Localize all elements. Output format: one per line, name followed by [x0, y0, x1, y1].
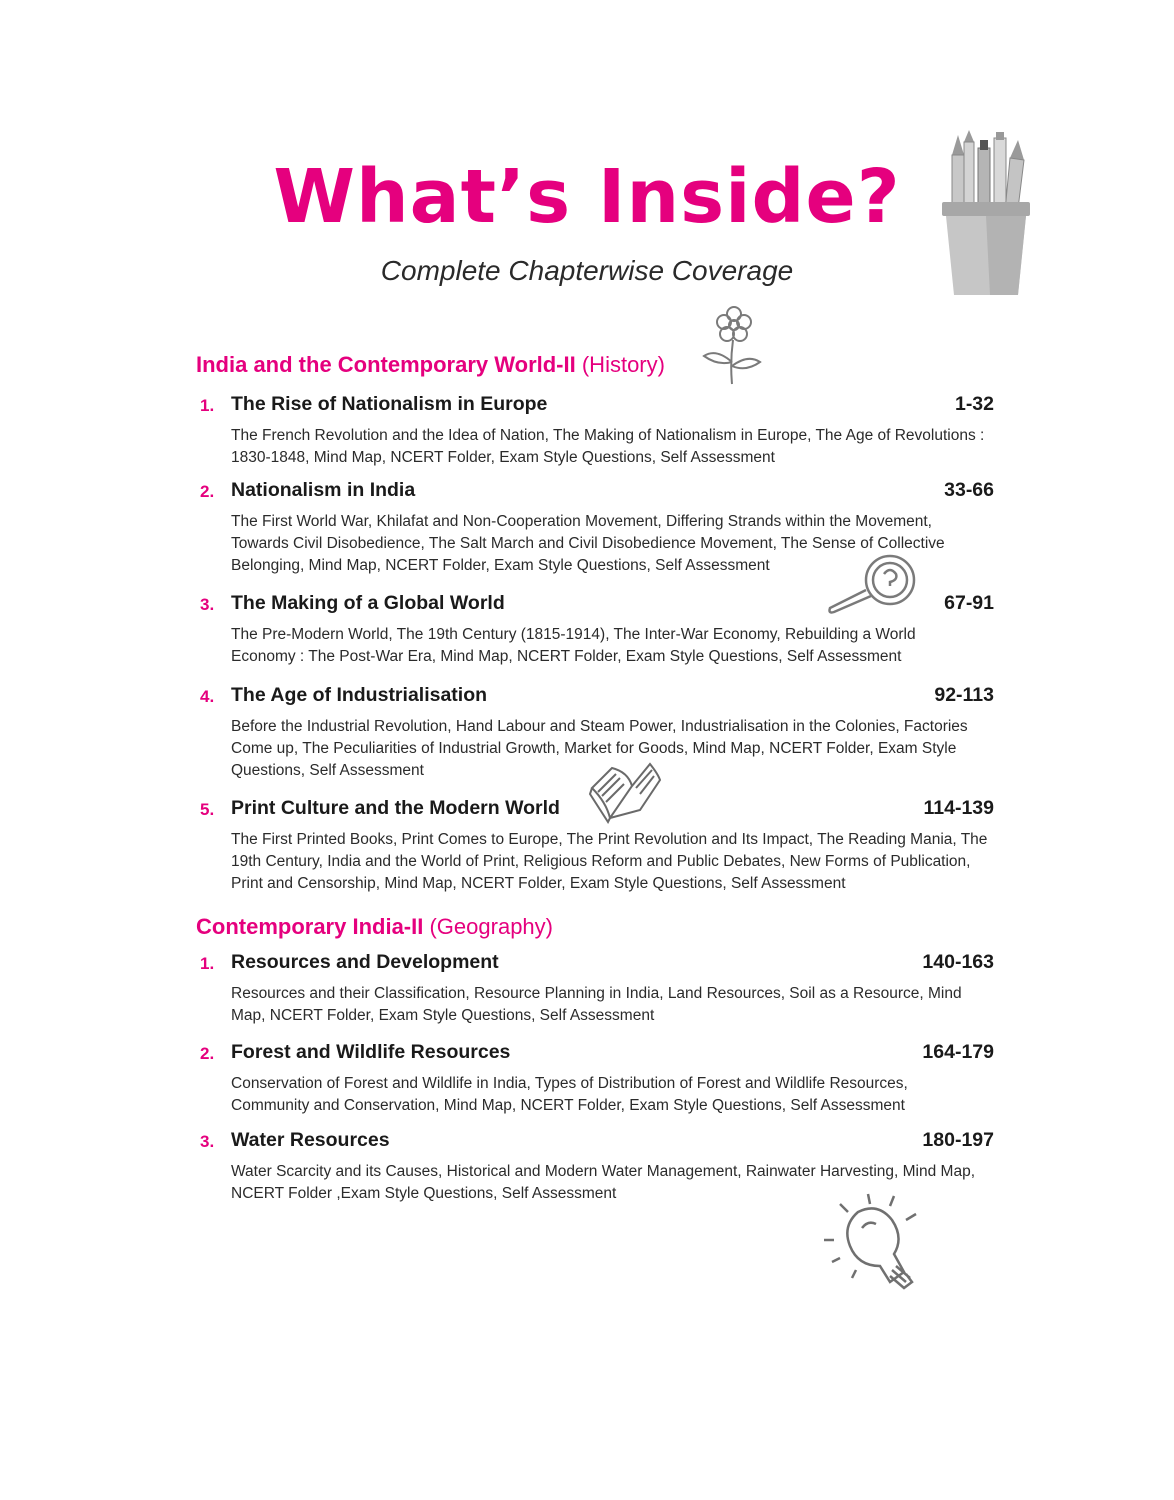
chapter-title: The Making of a Global World [231, 592, 505, 614]
chapter-entry [196, 479, 996, 577]
section-heading-history [196, 352, 665, 378]
lightbulb-icon [820, 1190, 930, 1302]
chapter-pages: 180-197 [922, 1129, 994, 1151]
chapter-number: 3. [200, 1132, 215, 1151]
chapter-entry [196, 592, 996, 668]
chapter-description: Before the Industrial Revolution, Hand Labour and Steam Power, Industrialisation in the Colonies, Factories Come up, The Peculiarities of Industrial Growth, Market for Goods, Mind Map, NCERT Folder, Exam Style Questions, Self Assessment [231, 718, 968, 779]
chapter-description: Conservation of Forest and Wildlife in India, Types of Distribution of Forest and Wildlife Resources, Community and Conservation, Mind Map, NCERT Folder, Exam Style Questions, Self Assessment [231, 1075, 908, 1114]
page-subtitle: Complete Chapterwise Coverage [380, 255, 794, 286]
chapter-title: Nationalism in India [231, 479, 416, 501]
chapter-description: The Pre-Modern World, The 19th Century (1815-1914), The Inter-War Economy, Rebuilding a World Economy : The Post-War Era, Mind Map, NCERT Folder, Exam Style Questions, Self Assessment [231, 626, 916, 665]
chapter-pages: 140-163 [922, 951, 994, 973]
section-heading-tag: (Geography) [429, 914, 553, 939]
chapter-number: 5. [200, 800, 215, 819]
chapter-description: The First World War, Khilafat and Non-Cooperation Movement, Differing Strands within the Movement, Towards Civil Disobedience, The Salt March and Civil Disobedience Movement, The Sense of Collective Belonging, Mind Map, NCERT Folder, Exam Style Questions, Self Assessment [231, 513, 945, 574]
chapter-pages: 67-91 [944, 592, 994, 614]
section-heading-main: India and the Contemporary World-II [196, 352, 576, 377]
chapter-pages: 1-32 [954, 393, 994, 415]
chapter-number: 2. [200, 482, 215, 501]
chapter-pages: 114-139 [923, 797, 994, 819]
chapter-entry [196, 951, 996, 1027]
chapter-title: The Rise of Nationalism in Europe [231, 393, 548, 415]
chapter-pages: 33-66 [944, 479, 994, 501]
chapter-description: Resources and their Classification, Resource Planning in India, Land Resources, Soil as a Resource, Mind Map, NCERT Folder, Exam Style Questions, Self Assessment [231, 985, 962, 1024]
pencil-cup-icon [938, 130, 1038, 300]
chapter-entry [196, 1129, 996, 1205]
chapter-pages: 92-113 [934, 684, 994, 706]
chapter-title: Resources and Development [231, 951, 499, 973]
chapter-number: 1. [200, 954, 215, 973]
chapter-entry [196, 684, 996, 782]
chapter-entry [196, 797, 996, 895]
chapter-description: The First Printed Books, Print Comes to Europe, The Print Revolution and Its Impact, The Reading Mania, The 19th Century, India and the World of Print, Religious Reform and Public Debates, New Forms of Publication, Print and Censorship, Mind Map, NCERT Folder, Exam Style Questions, Self Assessment [231, 831, 988, 892]
chapter-title: The Age of Industrialisation [231, 684, 488, 706]
flower-icon [700, 304, 766, 388]
chapter-title: Print Culture and the Modern World [231, 797, 560, 819]
chapter-entry [196, 1041, 996, 1117]
chapter-title: Forest and Wildlife Resources [231, 1041, 511, 1063]
chapter-number: 4. [200, 687, 215, 706]
chapter-title: Water Resources [231, 1129, 390, 1151]
section-heading-geography [196, 914, 553, 940]
section-heading-main: Contemporary India-II [196, 914, 424, 939]
chapter-number: 3. [200, 595, 215, 614]
chapter-number: 1. [200, 396, 215, 415]
chapter-description: Water Scarcity and its Causes, Historical and Modern Water Management, Rainwater Harvesting, Mind Map, NCERT Folder ,Exam Style Questions, Self Assessment [231, 1163, 976, 1202]
chapter-number: 2. [200, 1044, 215, 1063]
chapter-description: The French Revolution and the Idea of Nation, The Making of Nationalism in Europe, The Age of Revolutions : 1830-1848, Mind Map, NCERT Folder, Exam Style Questions, Self Assessment [231, 427, 985, 466]
chapter-pages: 164-179 [922, 1041, 994, 1063]
chapter-entry [196, 393, 996, 469]
page-title: What’s Inside? [273, 154, 901, 240]
section-heading-tag: (History) [581, 352, 665, 377]
